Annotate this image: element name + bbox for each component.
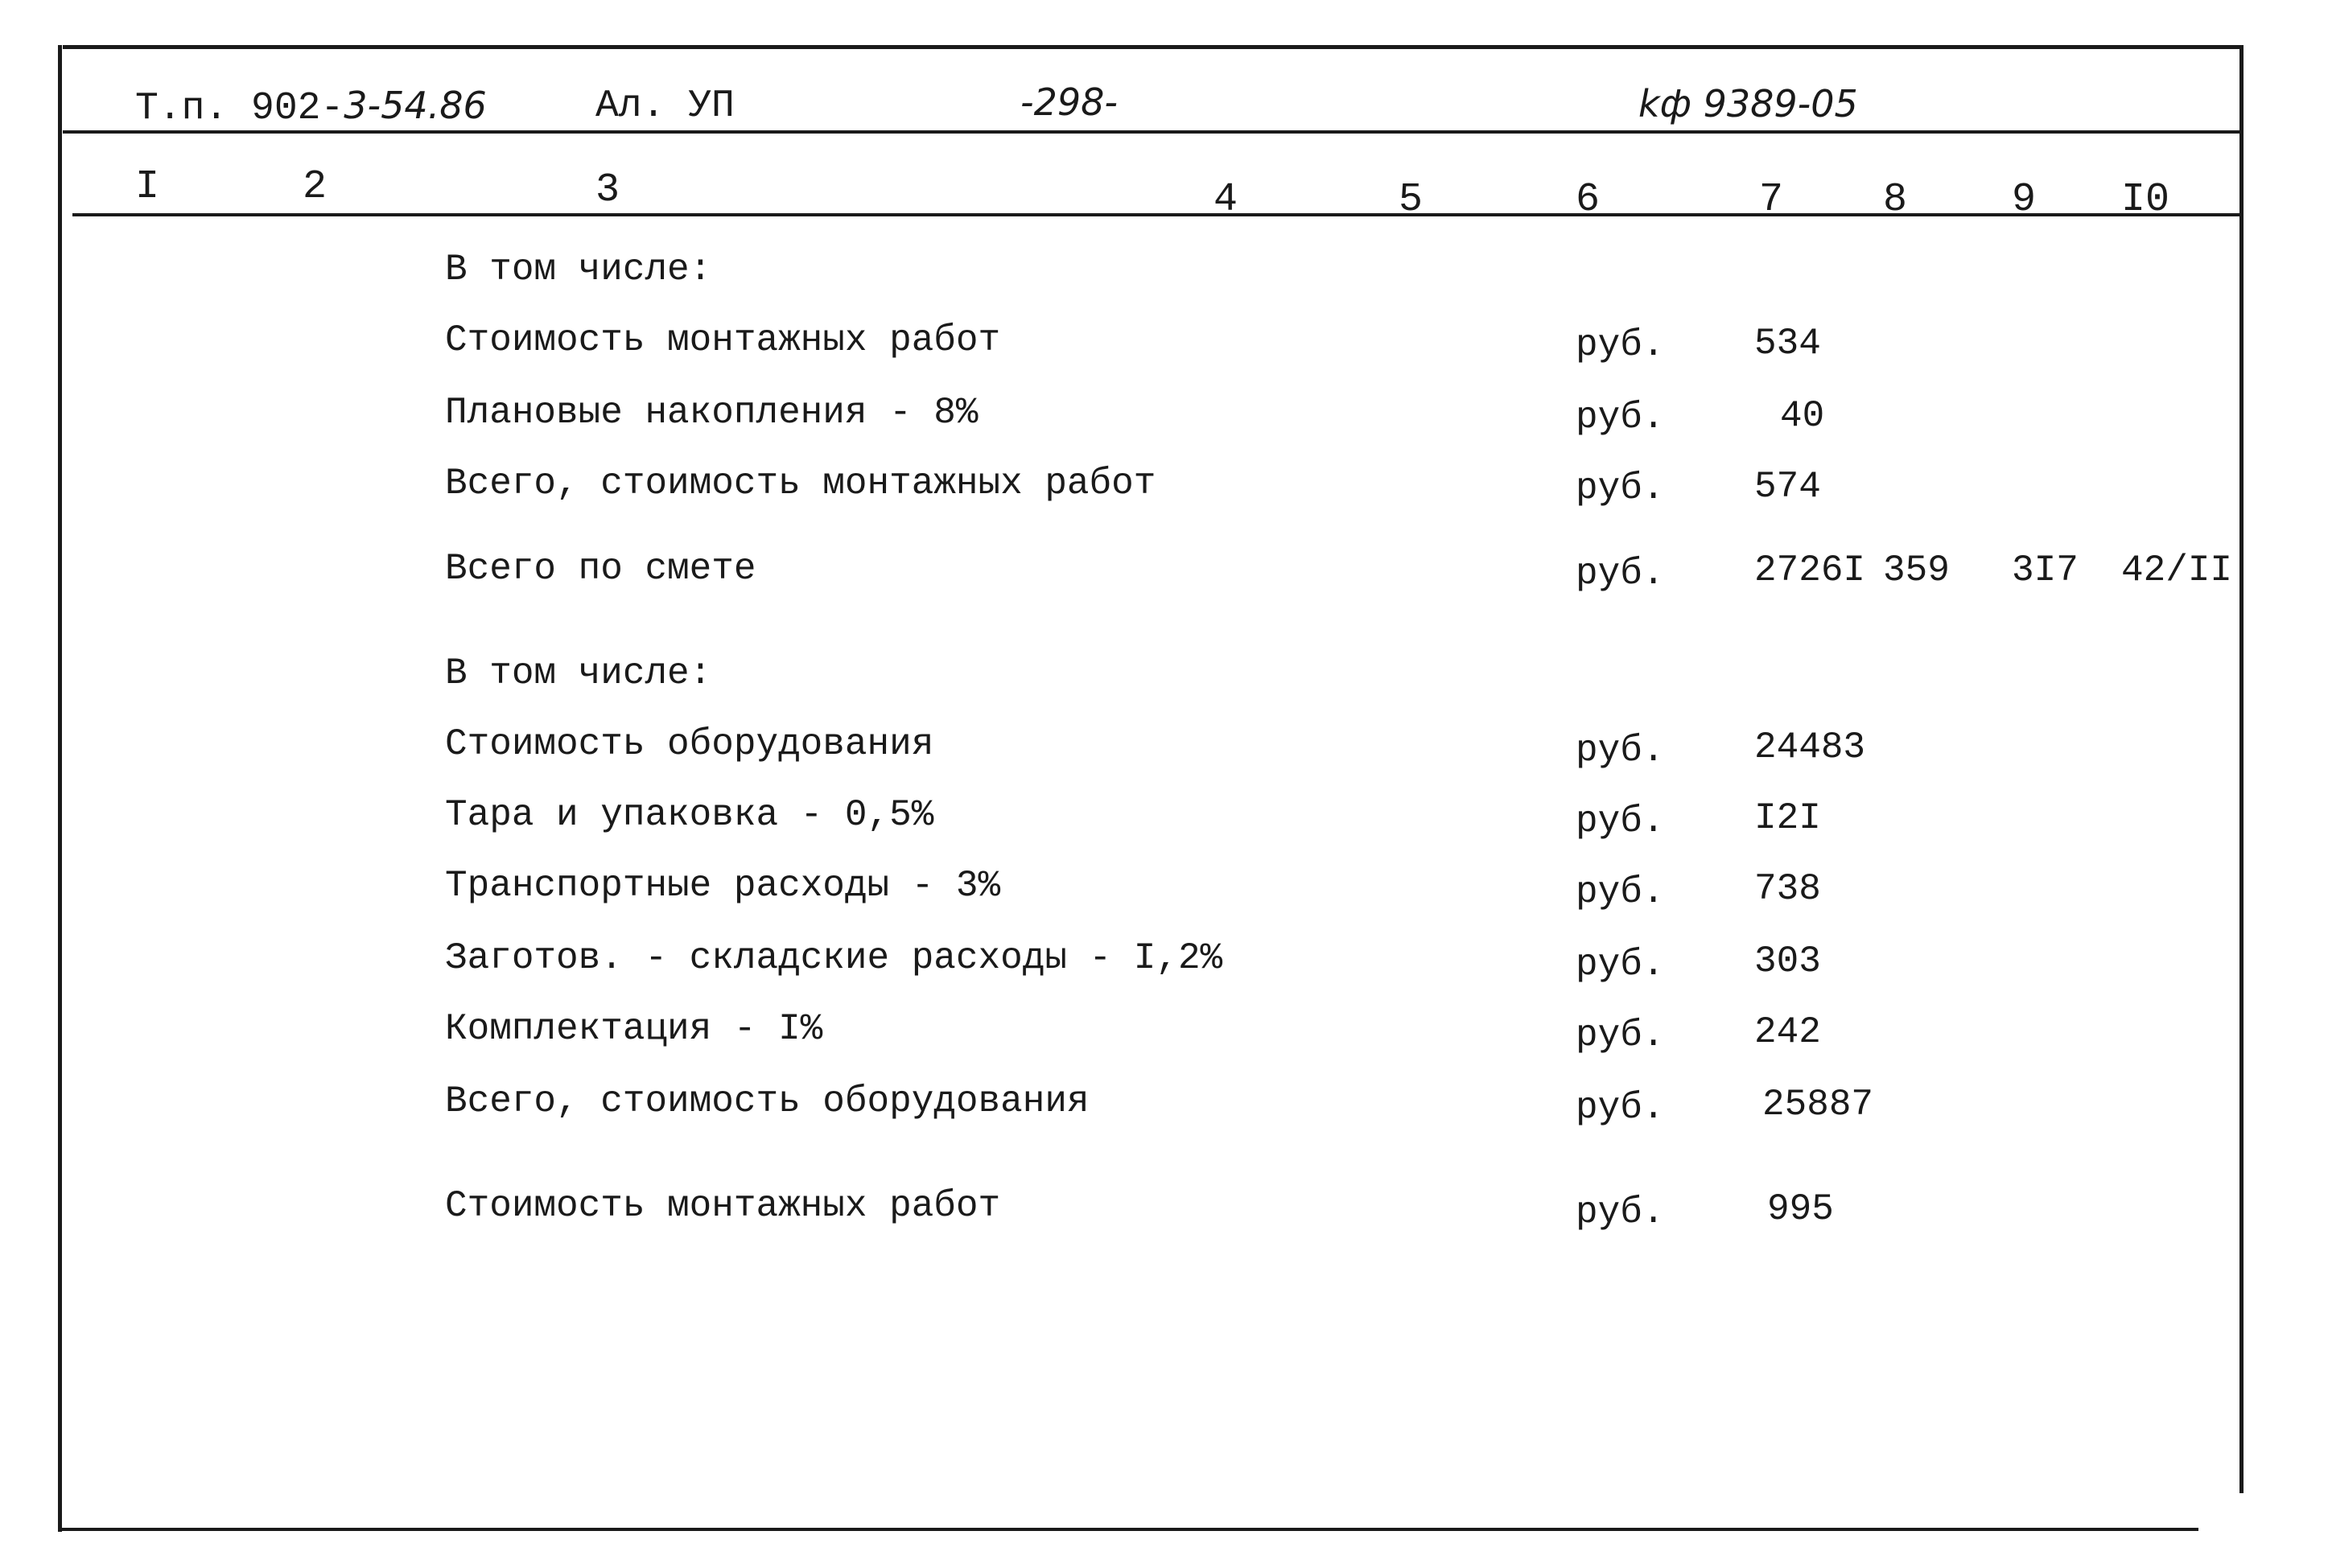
- project-code-prefix: Т.п. 902-: [135, 87, 344, 130]
- row-label: Стоимость монтажных работ: [445, 319, 1001, 361]
- row-unit: руб.: [1576, 467, 1665, 509]
- row-value-col7: 303: [1754, 940, 1821, 982]
- row-value-col8: 359: [1883, 549, 1950, 591]
- row-label: Тара и упаковка - 0,5%: [445, 794, 934, 836]
- row-unit: руб.: [1576, 1087, 1665, 1129]
- column-number-10: I0: [2121, 177, 2170, 223]
- row-unit: руб.: [1576, 1191, 1665, 1233]
- row-unit: руб.: [1576, 800, 1665, 842]
- column-number-2: 2: [303, 164, 328, 210]
- project-code: [135, 84, 487, 130]
- row-unit: руб.: [1576, 730, 1665, 772]
- row-unit: руб.: [1576, 324, 1665, 366]
- frame-bottom-border: [58, 1528, 2198, 1531]
- column-number-9: 9: [2012, 177, 2037, 223]
- row-label: Плановые накопления - 8%: [445, 392, 979, 434]
- column-number-5: 5: [1399, 177, 1424, 223]
- frame-left-border: [58, 45, 62, 1532]
- row-label: Транспортные расходы - 3%: [445, 865, 1001, 907]
- frame-top-border: [63, 45, 2244, 49]
- row-value-col7: 995: [1767, 1188, 1834, 1230]
- row-value-col7: 24483: [1754, 726, 1866, 768]
- row-label: Всего, стоимость монтажных работ: [445, 463, 1156, 504]
- row-label: В том числе:: [445, 652, 712, 694]
- row-label: Стоимость монтажных работ: [445, 1185, 1001, 1227]
- column-number-4: 4: [1213, 177, 1238, 223]
- column-number-7: 7: [1759, 177, 1784, 223]
- row-value-col7: 242: [1754, 1011, 1821, 1053]
- row-label: Заготов. - складские расходы - I,2%: [445, 937, 1223, 979]
- row-unit: руб.: [1576, 1014, 1665, 1056]
- row-label: В том числе:: [445, 249, 712, 290]
- column-number-1: I: [135, 164, 160, 210]
- row-value-col7: 25887: [1762, 1084, 1874, 1126]
- row-unit: руб.: [1576, 553, 1665, 595]
- row-value-col7: 574: [1754, 466, 1821, 508]
- row-value-col7: 2726I: [1754, 549, 1866, 591]
- frame-right-border: [2239, 45, 2244, 1493]
- row-label: Стоимость оборудования: [445, 723, 934, 765]
- row-label: Комплектация - I%: [445, 1008, 823, 1050]
- column-header-divider: [72, 213, 2244, 216]
- row-unit: руб.: [1576, 944, 1665, 986]
- album-label: Ал. УП: [595, 84, 735, 128]
- row-label: Всего по смете: [445, 548, 756, 590]
- column-number-3: 3: [595, 167, 620, 213]
- row-value-col7: 534: [1754, 323, 1821, 364]
- row-value-col9: 3I7: [2012, 549, 2079, 591]
- row-value-col7: 738: [1754, 868, 1821, 910]
- project-code-suffix: 3-54.86: [344, 84, 487, 127]
- column-number-6: 6: [1576, 177, 1601, 223]
- row-value-col7: 40: [1780, 395, 1825, 437]
- page-number: -298-: [1020, 80, 1118, 124]
- row-unit: руб.: [1576, 397, 1665, 438]
- row-unit: руб.: [1576, 871, 1665, 913]
- column-number-8: 8: [1883, 177, 1908, 223]
- row-value-col10: 42/II: [2121, 549, 2233, 591]
- row-label: Всего, стоимость оборудования: [445, 1080, 1090, 1122]
- document-stamp: kф 9389-05: [1638, 82, 1858, 126]
- row-value-col7: I2I: [1754, 797, 1821, 839]
- header-divider: [63, 130, 2244, 134]
